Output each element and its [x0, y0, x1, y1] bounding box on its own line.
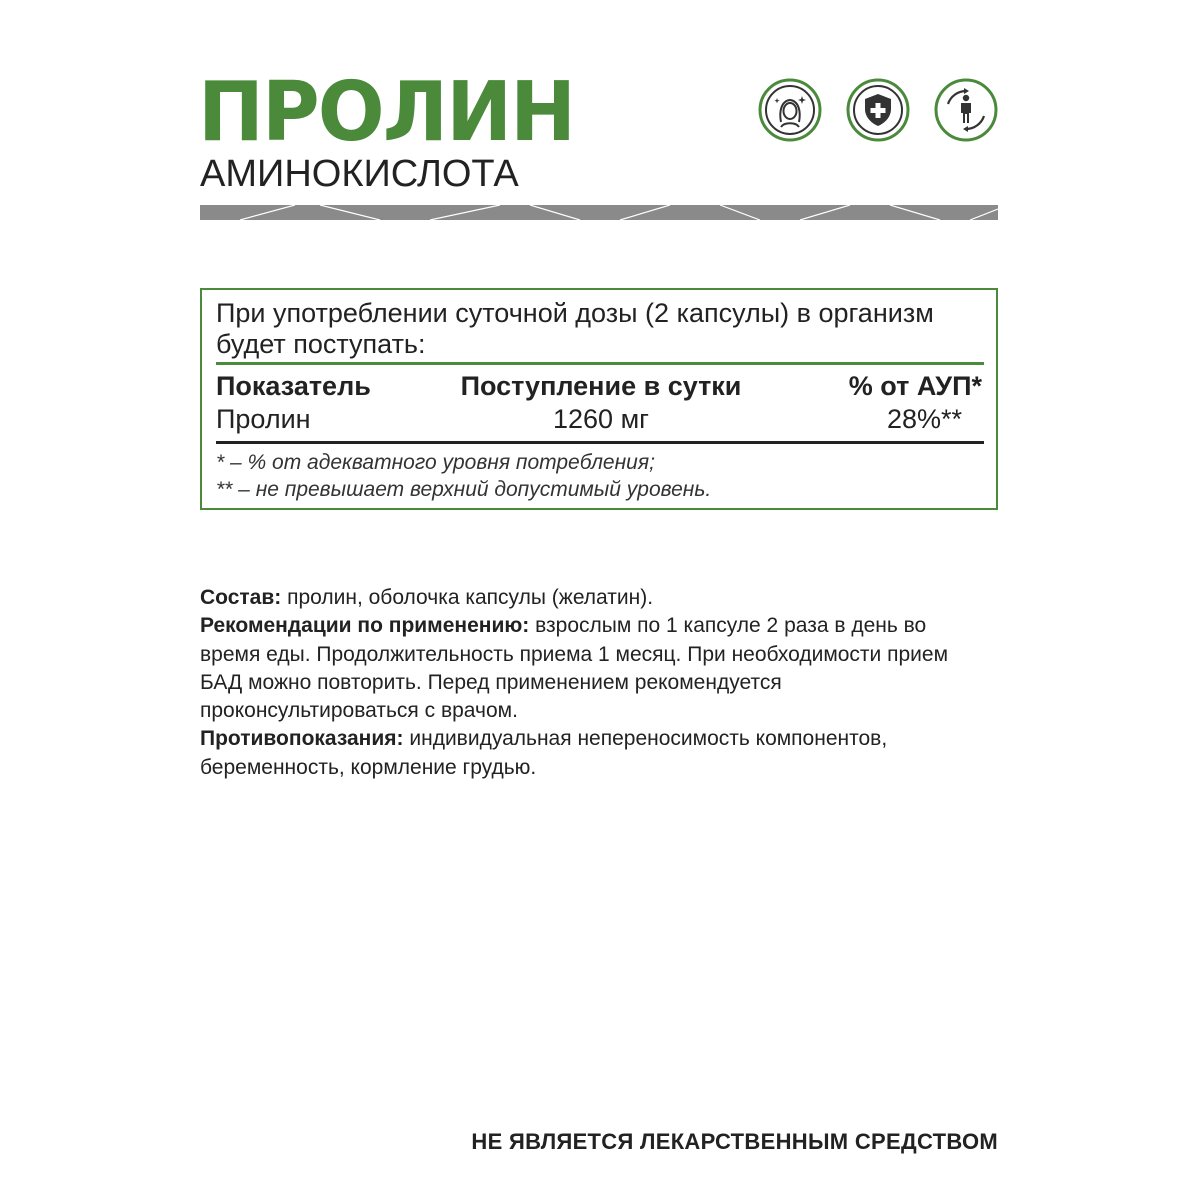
product-title: ПРОЛИН [198, 65, 575, 160]
beauty-face-icon [758, 78, 822, 142]
body-figure-icon [934, 78, 998, 142]
composition-paragraph [200, 584, 990, 612]
table-top-divider [216, 362, 984, 365]
footnote-aup: * – % от адекватного уровня потребления; [216, 451, 655, 474]
recommendations-label: Рекомендации по применению: [200, 614, 530, 638]
recommendations-paragraph [200, 612, 990, 725]
composition-text: пролин, оболочка капсулы (желатин). [281, 586, 654, 609]
product-subtitle: АМИНОКИСЛОТА [200, 153, 519, 195]
decorative-stripe [200, 205, 998, 220]
contraindications-paragraph [200, 725, 990, 782]
not-medicine-disclaimer: НЕ ЯВЛЯЕТСЯ ЛЕКАРСТВЕННЫМ СРЕДСТВОМ [471, 1129, 998, 1154]
table-cell-amount: 1260 мг [553, 404, 649, 434]
nutrition-table [200, 288, 998, 510]
column-header-daily-intake: Поступление в сутки [460, 371, 742, 401]
product-description [200, 584, 990, 782]
dose-intro: При употреблении суточной дозы (2 капсулы) в организм будет поступать: [216, 298, 934, 359]
shield-plus-icon [846, 78, 910, 142]
contraindications-text: индивидуальная непереносимость компонентов, беременность, кормление грудью. [200, 727, 888, 779]
table-bottom-divider [216, 441, 984, 444]
recommendations-text: взрослым по 1 капсуле 2 раза в день во время еды. Продолжительность приема 1 месяц. При необходимости прием БАД можно повторить. Перед применением рекомендуется проконсультироваться с врачом. [200, 614, 949, 723]
composition-label: Состав: [200, 586, 282, 609]
footnote-upper-limit: ** – не превышает верхний допустимый уровень. [216, 478, 712, 501]
column-header-indicator: Показатель [216, 371, 371, 401]
column-header-aup-percent: % от АУП* [848, 371, 982, 401]
table-cell-percent: 28%** [886, 404, 962, 434]
table-cell-ingredient: Пролин [216, 404, 311, 434]
benefit-icons [758, 78, 998, 142]
contraindications-label: Противопоказания: [200, 727, 404, 751]
